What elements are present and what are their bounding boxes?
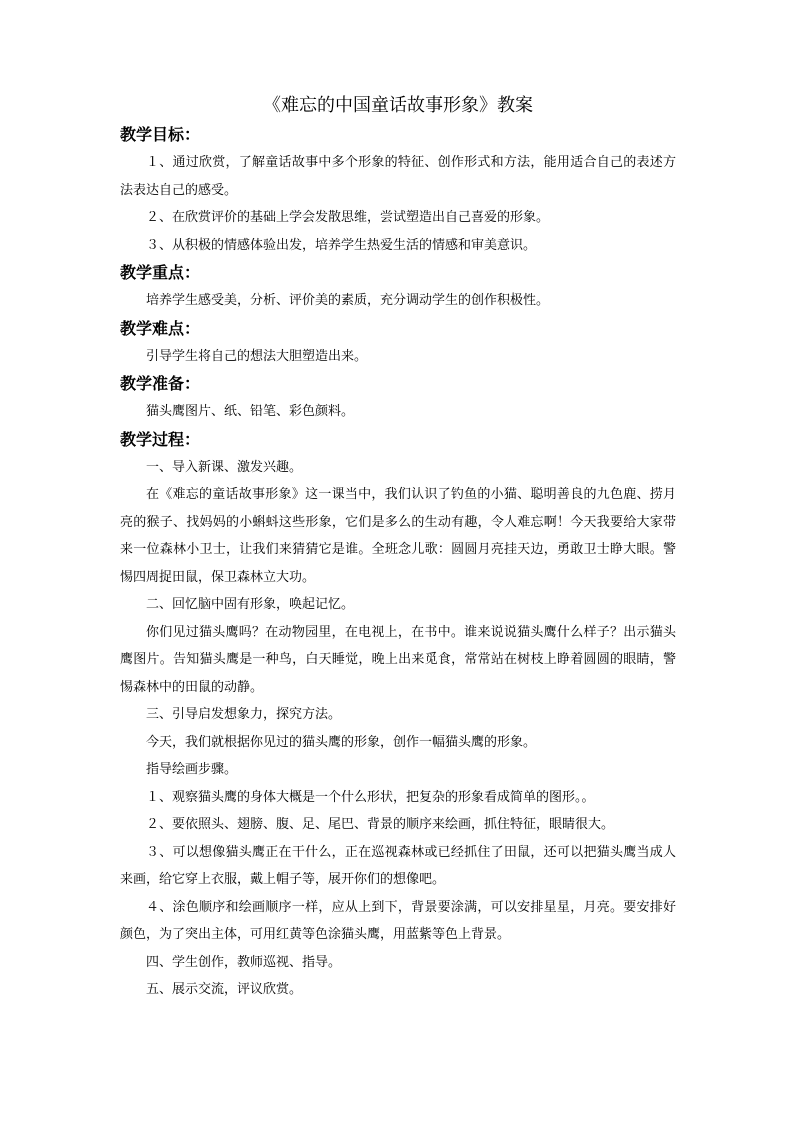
paragraph: ２、在欣赏评价的基础上学会发散思维，尝试塑造出自己喜爱的形象。	[146, 210, 550, 225]
section-difficulties	[120, 315, 676, 371]
paragraph: 二、回忆脑中固有形象，唤起记忆。	[146, 597, 355, 612]
section-process	[120, 426, 676, 1004]
paragraph: 在《难忘的童话故事形象》这一课当中，我们认识了钓鱼的小猫、聪明善良的九色鹿、捞月亮的猴子、找妈妈的小蝌蚪这些形象，它们是多么的生动有趣，令人难忘啊！今天我要给大家带来一位森林小卫士，让我们来猜猜它是谁。全班念儿歌：圆圆月亮挂天边，勇敢卫士睁大眼。警惕四周捉田鼠，保卫森林立大功。	[120, 487, 676, 585]
section-teaching-goals	[120, 121, 676, 259]
section-heading: 教学难点：	[120, 318, 201, 338]
paragraph: ４、涂色顺序和绘画顺序一样，应从上到下，背景要涂满，可以安排星星，月亮。要安排好颜色，为了突出主体，可用红黄等色涂猫头鹰，用蓝紫等色上背景。	[120, 899, 676, 942]
section-heading: 教学目标：	[120, 125, 201, 144]
paragraph: 今天，我们就根据你见过的猫头鹰的形象，创作一幅猫头鹰的形象。	[146, 734, 537, 750]
document-title: 《难忘的中国童话故事形象》教案	[263, 95, 533, 116]
paragraph: ２、要依照头、翅膀、腹、足、尾巴、背景的顺序来绘画，抓住特征，眼睛很大。	[146, 817, 615, 832]
paragraph: 五、展示交流，评议欣赏。	[146, 982, 303, 997]
paragraph: １、通过欣赏，了解童话故事中多个形象的特征、创作形式和方法，能用适合自己的表述方法表达自己的感受。	[120, 155, 676, 198]
paragraph: 一、导入新课、激发兴趣。	[146, 459, 303, 475]
paragraph: 四、学生创作，教师巡视、指导。	[146, 954, 342, 970]
paragraph: 培养学生感受美，分析、评价美的素质，充分调动学生的创作积极性。	[146, 293, 550, 308]
section-key-points	[120, 259, 676, 315]
paragraph: 猫头鹰图片、纸、铅笔、彩色颜料。	[146, 404, 355, 419]
section-preparation	[120, 370, 676, 426]
section-heading: 教学过程：	[120, 429, 201, 449]
paragraph: 你们见过猫头鹰吗？在动物园里，在电视上，在书中。谁来说说猫头鹰什么样子？出示猫头鹰图片。告知猫头鹰是一种鸟，白天睡觉，晚上出来觅食，常常站在树枝上睁着圆圆的眼睛，警惕森林中的田鼠的动静。	[120, 624, 676, 695]
paragraph: ３、可以想像猫头鹰正在干什么，正在巡视森林或已经抓住了田鼠，还可以把猫头鹰当成人来画，给它穿上衣服，戴上帽子等，展开你们的想像吧。	[120, 844, 676, 887]
section-heading: 教学重点：	[120, 263, 201, 282]
paragraph: 三、引导启发想象力，探究方法。	[146, 707, 342, 722]
document-page	[120, 93, 676, 1004]
paragraph: ３、从积极的情感体验出发，培养学生热爱生活的情感和审美意识。	[146, 237, 537, 253]
section-heading: 教学准备：	[120, 374, 201, 393]
paragraph: １、观察猫头鹰的身体大概是一个什么形状，把复杂的形象看成简单的图形。。	[146, 789, 595, 805]
paragraph: 指导绘画步骤。	[146, 762, 238, 777]
paragraph: 引导学生将自己的想法大胆塑造出来。	[146, 348, 368, 364]
